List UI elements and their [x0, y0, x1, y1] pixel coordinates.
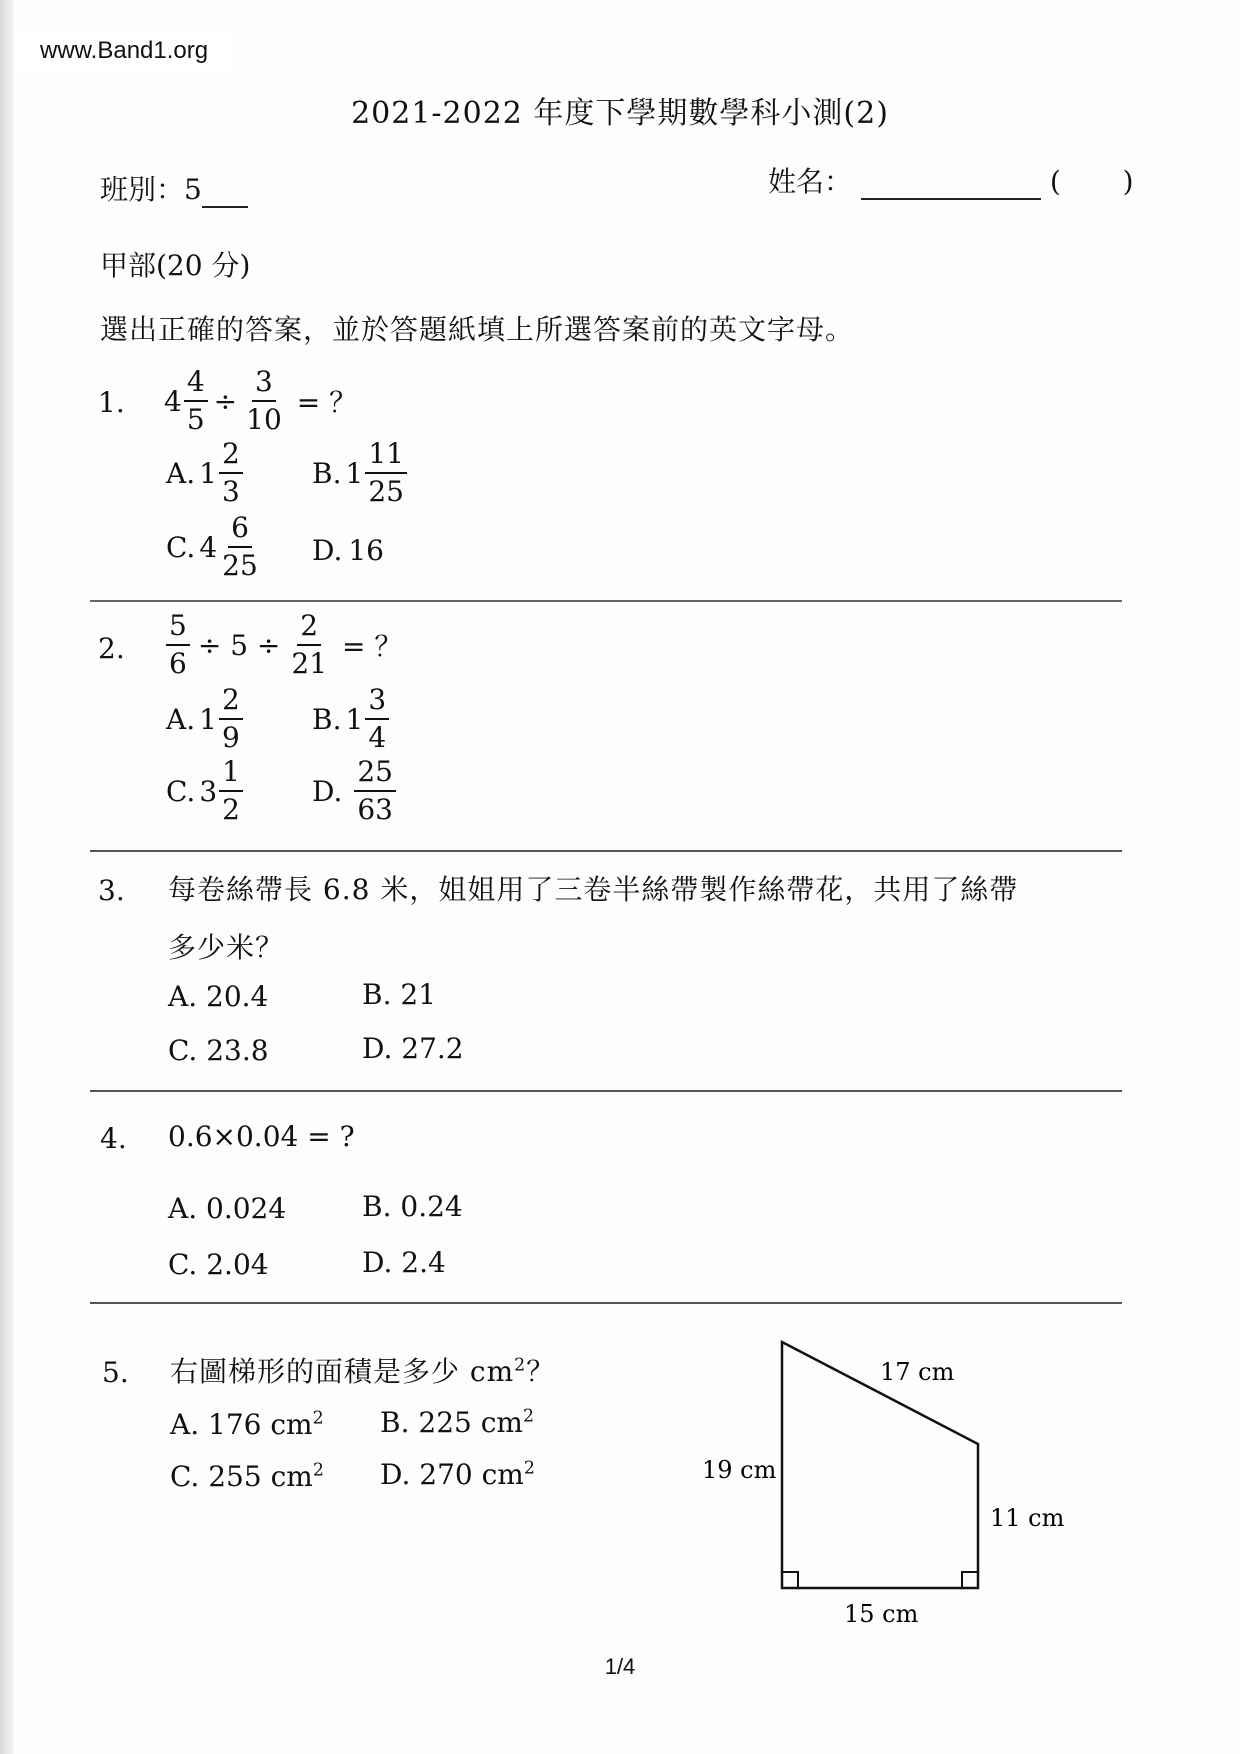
q3-stem-line-2: 多少米？ — [168, 931, 285, 964]
q5-number: 5. — [102, 1356, 129, 1389]
q2-stem-fraction-1: $\frac{5}{6}$ — [166, 612, 190, 678]
q1-stem-fraction-1: $\frac{4}{5}$ — [184, 368, 208, 434]
q2-number: 2. — [98, 632, 125, 665]
name-label: 姓名： — [768, 165, 853, 198]
q2-stem — [164, 609, 403, 680]
q5-option-a: A. 176 $cm^2$ — [170, 1408, 324, 1441]
q1-stem — [164, 365, 358, 436]
q1-option-d: D. 16 — [312, 534, 384, 567]
q5-option-b: B. 225 $cm^2$ — [380, 1406, 534, 1439]
q1-option-a: A. 1 $\frac{2}{3}$ — [166, 440, 245, 506]
q4-stem: 0.6×0.04 = ? — [168, 1120, 355, 1153]
q1-option-b: B. 1 $\frac{11}{25}$ — [312, 440, 409, 506]
q3-stem-line-1: 每卷絲帶長 6.8 米，姐姐用了三卷半絲帶製作絲帶花，共用了絲帶 — [168, 873, 1019, 906]
instructions: 選出正確的答案，並於答題紙填上所選答案前的英文字母。 — [100, 313, 855, 346]
class-field — [100, 168, 248, 208]
q2-stem-fraction-2: $\frac{2}{21}$ — [291, 609, 328, 680]
class-label: 班別：5 — [100, 173, 202, 206]
q1-stem-fraction-2: $\frac{3}{10}$ — [246, 365, 282, 436]
divider-2 — [90, 850, 1122, 852]
q1-stem-operator: ÷ — [213, 384, 238, 418]
trapezoid-figure — [690, 1330, 1090, 1650]
q3-option-b: B. 21 — [362, 978, 437, 1011]
divider-1 — [90, 600, 1122, 602]
q1-option-c: C. 4 $\frac{6}{25}$ — [166, 511, 258, 582]
q2-option-c: C. 3 $\frac{1}{2}$ — [166, 758, 245, 824]
q2-stem-operators: ÷ 5 ÷ — [197, 628, 281, 662]
name-field — [768, 160, 1134, 200]
right-angle-marker-left — [782, 1572, 798, 1588]
page-number: 1/4 — [604, 1654, 636, 1679]
trapezoid-diagram — [690, 1330, 1090, 1650]
q4-option-d: D. 2.4 — [362, 1246, 446, 1279]
q5-stem: 右圖梯形的面積是多少 $cm^2$？ — [170, 1355, 556, 1388]
top-side-label: 17 cm — [880, 1358, 955, 1386]
q4-option-a: A. 0.024 — [168, 1192, 287, 1225]
class-blank — [202, 176, 248, 208]
left-side-label: 19 cm — [702, 1456, 777, 1484]
watermark: www.Band1.org — [14, 28, 234, 74]
q4-option-b: B. 0.24 — [362, 1190, 463, 1223]
q5-option-d: D. 270 $cm^2$ — [380, 1458, 535, 1491]
q4-number: 4. — [100, 1122, 127, 1155]
q3-number: 3. — [98, 874, 125, 907]
q3-option-d: D. 27.2 — [362, 1032, 464, 1065]
bottom-side-label: 15 cm — [844, 1600, 919, 1628]
right-angle-marker-right — [962, 1572, 978, 1588]
class-number-open: ( — [1049, 165, 1061, 198]
divider-4 — [90, 1302, 1122, 1304]
q2-option-d: D. $\frac{25}{63}$ — [312, 758, 398, 824]
page-title: 2021-2022 年度下學期數學科小測(2) — [351, 96, 889, 131]
q2-option-b: B. 1 $\frac{3}{4}$ — [312, 686, 391, 752]
divider-3 — [90, 1090, 1122, 1092]
scan-edge — [0, 0, 14, 1754]
right-side-label: 11 cm — [990, 1504, 1065, 1532]
q1-stem-equals: = ？ — [296, 386, 358, 419]
name-blank — [861, 168, 1041, 200]
q2-option-a: A. 1 $\frac{2}{9}$ — [166, 686, 245, 752]
q1-number: 1. — [98, 386, 125, 419]
q3-option-c: C. 23.8 — [168, 1034, 269, 1067]
q4-option-c: C. 2.04 — [168, 1248, 269, 1281]
q5-option-c: C. 255 $cm^2$ — [170, 1460, 324, 1493]
class-number-close: ) — [1122, 165, 1134, 198]
q2-stem-equals: = ？ — [342, 630, 403, 663]
q3-option-a: A. 20.4 — [168, 980, 269, 1013]
section-heading: 甲部(20 分) — [100, 249, 251, 282]
q1-stem-whole: 4 — [164, 384, 182, 418]
